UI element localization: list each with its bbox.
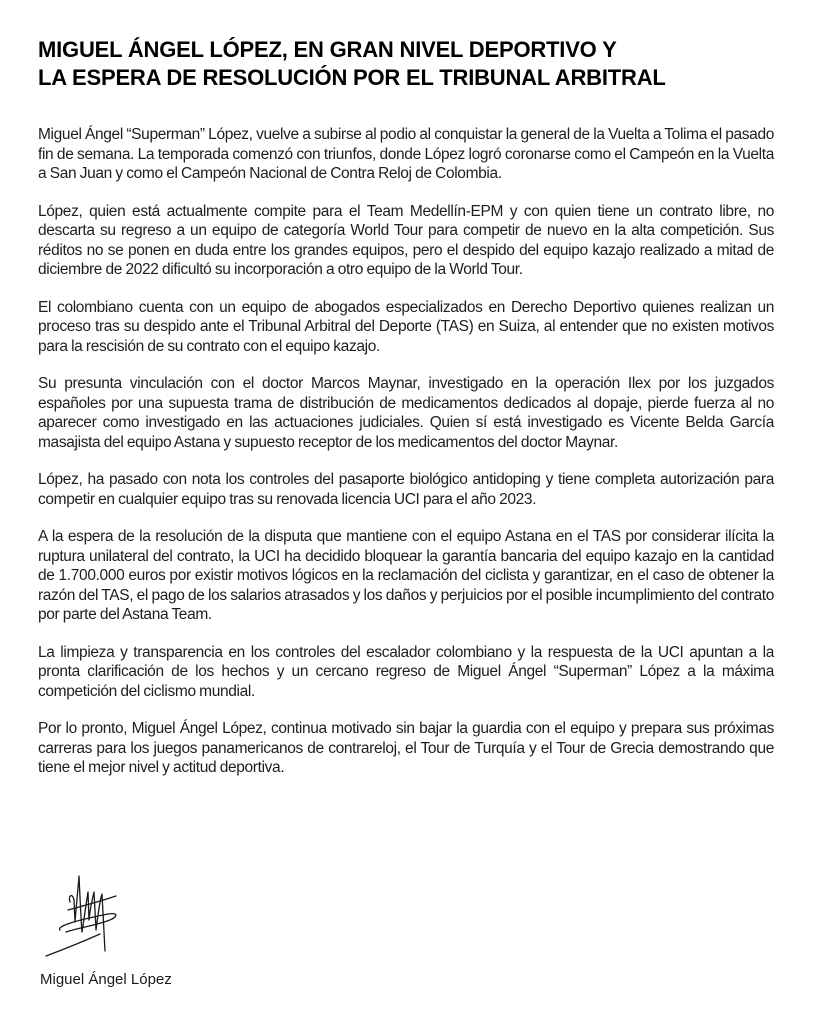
paragraph-1: Miguel Ángel “Superman” López, vuelve a subirse al podio al conquistar la general de la Vuelta a Tolima el pasado fin de semana. La temporada comenzó con triunfos, donde López logró coronarse como el Campeón en la Vuelta a San Juan y como el Campeón Nacional de Contra Reloj de Colombia.: [38, 126, 774, 182]
paragraph-5: López, ha pasado con nota los controles del pasaporte biológico antidoping y tiene completa autorización para competir en cualquier equipo tras su renovada licencia UCI para el año 2023.: [38, 471, 774, 508]
paragraph-4: Su presunta vinculación con el doctor Marcos Maynar, investigado en la operación Ilex por los juzgados españoles por una supuesta trama de distribución de medicamentos dedicados al dopaje, pierde fuerza al no aparecer como investigado en las actuaciones judiciales. Quien sí está investigado es Vicente Belda García masajista del equipo Astana y supuesto receptor de los medicamentos del doctor Maynar.: [38, 375, 774, 451]
signer-name: Miguel Ángel López: [40, 971, 172, 988]
paragraph-8: Por lo pronto, Miguel Ángel López, continua motivado sin bajar la guardia con el equipo y prepara sus próximas carreras para los juegos panamericanos de contrareloj, el Tour de Turquía y el Tour de Grecia demostrando que tiene el mejor nivel y actitud deportiva.: [38, 720, 774, 776]
title-line-1: MIGUEL ÁNGEL LÓPEZ, EN GRAN NIVEL DEPORTIVO Y: [38, 37, 617, 62]
document-title: [38, 36, 798, 92]
title-line-2: LA ESPERA DE RESOLUCIÓN POR EL TRIBUNAL ARBITRAL: [38, 65, 666, 90]
paragraph-2: López, quien está actualmente compite para el Team Medellín-EPM y con quien tiene un contrato libre, no descarta su regreso a un equipo de categoría World Tour para competir de nuevo en la alta competición. Sus réditos no se ponen en duda entre los grandes equipos, pero el despido del equipo kazajo realizado a mitad de diciembre de 2022 dificultó su incorporación a otro equipo de la World Tour.: [38, 202, 774, 278]
paragraph-3: El colombiano cuenta con un equipo de abogados especializados en Derecho Deportivo quienes realizan un proceso tras su despido ante el Tribunal Arbitral del Deporte (TAS) en Suiza, al entender que no existen motivos para la rescisión de su contrato con el equipo kazajo.: [38, 298, 774, 355]
document-body: [38, 125, 774, 778]
paragraph-7: La limpieza y transparencia en los controles del escalador colombiano y la respuesta de la UCI apuntan a la pronta clarificación de los hechos y un cercano regreso de Miguel Ángel “Superman” López a la máxima competición del ciclismo mundial.: [38, 643, 774, 700]
signature-icon: [38, 870, 128, 965]
paragraph-6: A la espera de la resolución de la disputa que mantiene con el equipo Astana en el TAS por considerar ilícita la ruptura unilateral del contrato, la UCI ha decidido bloquear la garantía bancaria del equipo kazajo en la cantidad de 1.700.000 euros por existir motivos lógicos en la reclamación del ciclista y garantizar, en el caso de obtener la razón del TAS, el pago de los salarios atrasados y los daños y perjuicios por el posible incumplimiento del contrato por parte del Astana Team.: [38, 528, 774, 623]
